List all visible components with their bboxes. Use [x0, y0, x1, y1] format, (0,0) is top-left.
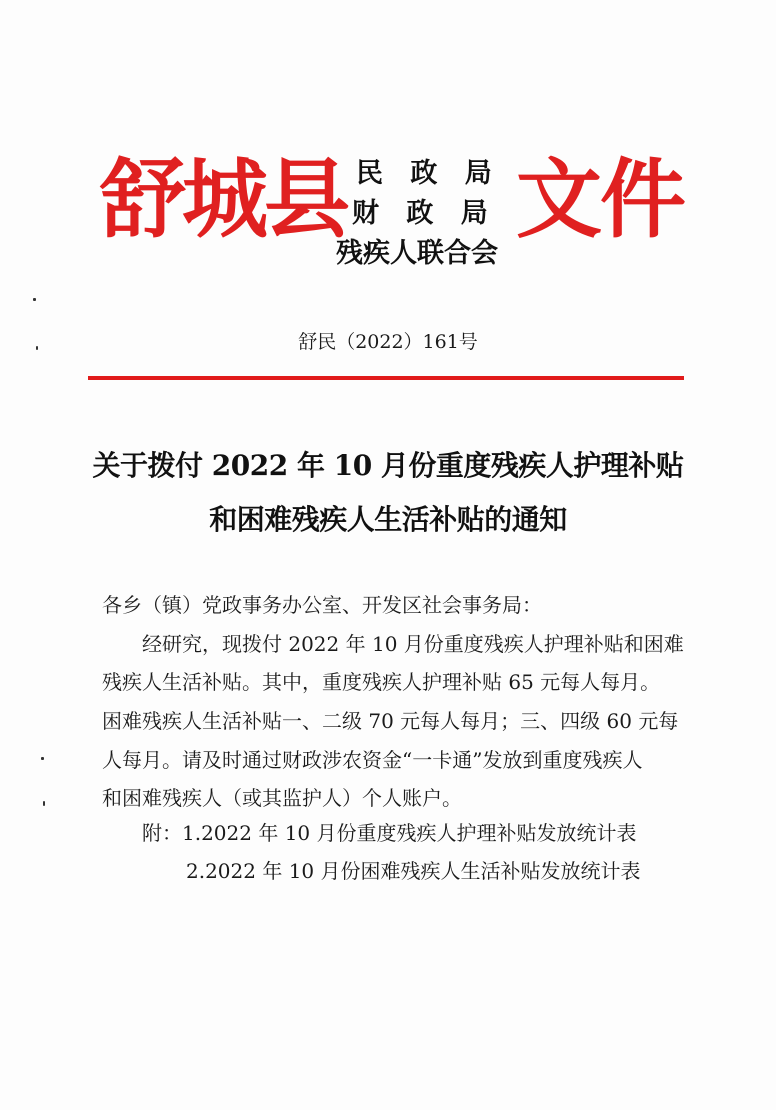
scan-speck [43, 801, 45, 806]
recipient-line: 各乡（镇）党政事务办公室、开发区社会事务局： [102, 593, 542, 617]
letterhead-county: 舒城县 [100, 149, 346, 250]
body-line-4: 人每月。请及时通过财政涉农资金“一卡通”发放到重度残疾人 [102, 748, 643, 772]
letterhead [0, 140, 776, 290]
issuer-finance-bureau: 财 政 局 [352, 198, 497, 229]
body-line-5: 和困难残疾人（或其监护人）个人账户。 [102, 786, 462, 810]
body-line-1: 经研究，现拨付 2022 年 10 月份重度残疾人护理补贴和困难 [142, 632, 684, 656]
document-number: 舒民（2022）161号 [298, 331, 478, 353]
scan-speck [41, 757, 44, 760]
body-line-2: 残疾人生活补贴。其中，重度残疾人护理补贴 65 元每人每月。 [102, 670, 661, 694]
attachment-1: 附：1.2022 年 10 月份重度残疾人护理补贴发放统计表 [142, 821, 637, 845]
scan-speck [36, 346, 38, 350]
scan-speck [33, 298, 36, 301]
attachment-2: 2.2022 年 10 月份困难残疾人生活补贴发放统计表 [186, 859, 641, 883]
issuer-disabled-persons-federation: 残疾人联合会 [336, 238, 498, 269]
document-title-line-2: 和困难残疾人生活补贴的通知 [209, 503, 567, 536]
document-title-line-1: 关于拨付 2022 年 10 月份重度残疾人护理补贴 [92, 449, 684, 482]
letterhead-doc-type: 文件 [516, 149, 684, 250]
issuer-civil-affairs-bureau: 民 政 局 [356, 158, 501, 189]
red-divider-line [88, 376, 684, 380]
letterhead-issuers [336, 154, 508, 274]
body-line-3: 困难残疾人生活补贴一、二级 70 元每人每月；三、四级 60 元每 [102, 709, 679, 733]
